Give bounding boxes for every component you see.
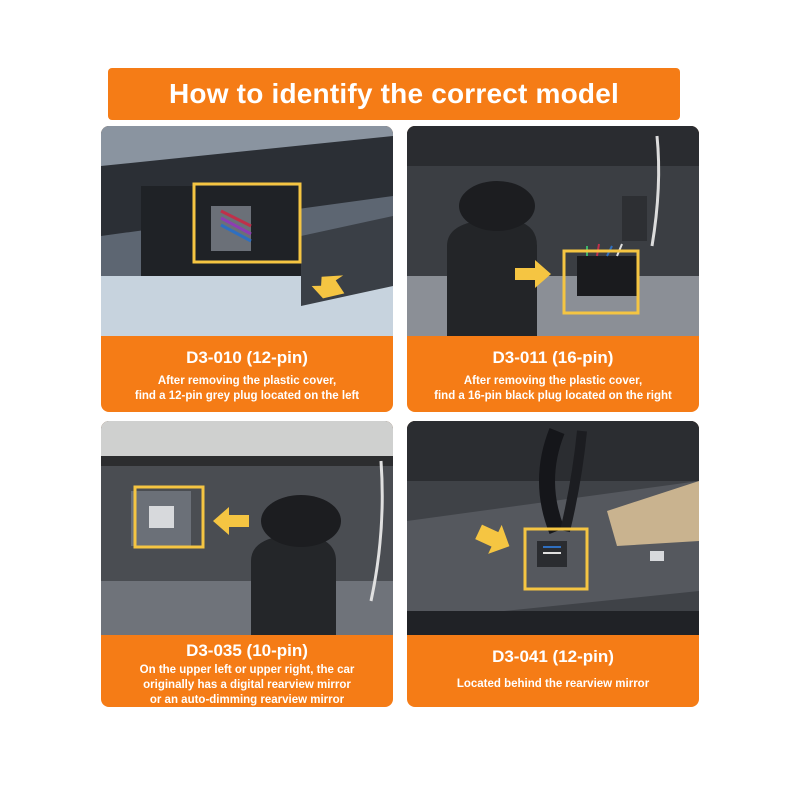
description-line: After removing the plastic cover, (463, 375, 643, 387)
card-caption (101, 348, 393, 404)
card-caption (101, 641, 393, 707)
connector-photo (101, 126, 393, 336)
description-line: After removing the plastic cover, (157, 375, 337, 387)
card-caption (407, 647, 699, 692)
connector-photo (407, 421, 699, 635)
model-label: D3-011 (16-pin) (492, 348, 614, 367)
model-label: D3-010 (12-pin) (186, 348, 308, 367)
model-label: D3-035 (10-pin) (186, 641, 308, 660)
description-line: originally has a digital rearview mirror (143, 679, 351, 691)
model-card-d3-011 (407, 126, 699, 412)
description-line: find a 12-pin grey plug located on the left (134, 390, 360, 402)
description-line: On the upper left or upper right, the car (139, 664, 355, 676)
connector-photo (101, 421, 393, 635)
connector-photo (407, 126, 699, 336)
model-card-d3-041 (407, 421, 699, 707)
description-line: or an auto-dimming rearview mirror (149, 694, 345, 706)
card-caption (407, 348, 699, 404)
model-label: D3-041 (12-pin) (492, 647, 614, 666)
description-line: find a 16-pin black plug located on the right (434, 390, 672, 402)
model-card-d3-035 (101, 421, 393, 707)
title-banner (108, 68, 680, 120)
model-card-d3-010 (101, 126, 393, 412)
page-title: How to identify the correct model (169, 78, 619, 109)
description-line: Located behind the rearview mirror (456, 678, 650, 690)
